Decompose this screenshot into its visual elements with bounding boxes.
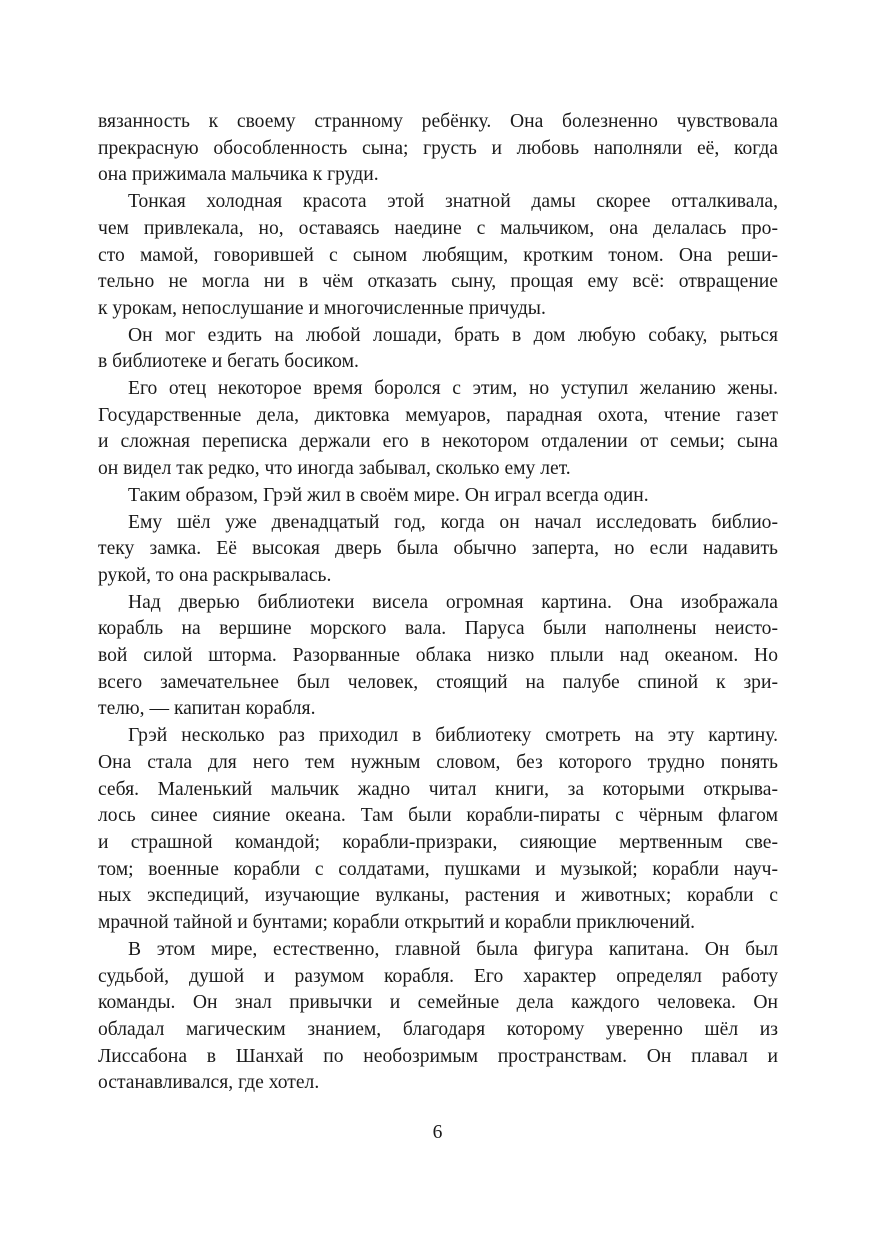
text-line: В этом мире, естественно, главной была фигура капитана. Он был bbox=[128, 938, 778, 960]
text-line: Тонкая холодная красота этой знатной дамы скорее отталкивала, bbox=[128, 191, 778, 213]
text-line: вязанность к своему странному ребёнку. Она болезненно чувствовала bbox=[98, 111, 778, 132]
text-line: Она стала для него тем нужным словом, без которого трудно понять bbox=[98, 751, 778, 773]
text-line: теку замка. Её высокая дверь была обычно заперта, но если надавить bbox=[98, 538, 778, 560]
text-line: Его отец некоторое время боролся с этим, но уступил желанию жены. bbox=[128, 378, 778, 400]
text-line: телю, — капитан корабля. bbox=[98, 698, 316, 720]
paragraph bbox=[98, 189, 778, 323]
page-number: 6 bbox=[432, 1122, 443, 1143]
paragraph bbox=[98, 376, 778, 483]
text-line: Ему шёл уже двенадцатый год, когда он начал исследовать библио- bbox=[128, 511, 778, 533]
text-line: судьбой, душой и разумом корабля. Его характер определял работу bbox=[98, 965, 778, 987]
text-line: Над дверью библиотеки висела огромная картина. Она изображала bbox=[128, 591, 778, 613]
paragraph bbox=[98, 483, 778, 510]
text-line: Он мог ездить на любой лошади, брать в дом любую собаку, рыться bbox=[128, 324, 778, 346]
text-line: и сложная переписка держали его в некотором отдалении от семьи; сына bbox=[98, 431, 778, 453]
text-line: к урокам, непослушание и многочисленные причуды. bbox=[98, 297, 546, 319]
text-line: вой силой шторма. Разорванные облака низко плыли над океаном. Но bbox=[98, 645, 778, 667]
paragraph bbox=[98, 723, 778, 937]
text-line: и страшной командой; корабли-призраки, сияющие мертвенным све- bbox=[98, 831, 778, 853]
text-line: лось синее сияние океана. Там были корабли-пираты с чёрным флагом bbox=[98, 805, 778, 827]
text-line: Грэй несколько раз приходил в библиотеку смотреть на эту картину. bbox=[128, 725, 778, 747]
text-line: обладал магическим знанием, благодаря которому уверенно шёл из bbox=[98, 1018, 778, 1040]
text-line: сто мамой, говорившей с сыном любящим, кротким тоном. Она реши- bbox=[98, 244, 778, 266]
text-line: в библиотеке и бегать босиком. bbox=[98, 351, 359, 373]
paragraph bbox=[98, 510, 778, 590]
text-line: прекрасную обособленность сына; грусть и любовь наполняли её, когда bbox=[98, 137, 778, 159]
text-line: корабль на вершине морского вала. Паруса были наполнены неисто- bbox=[98, 618, 778, 640]
text-line: ных экспедиций, изучающие вулканы, растения и животных; корабли с bbox=[98, 885, 778, 907]
text-line: Государственные дела, диктовка мемуаров, парадная охота, чтение газет bbox=[98, 404, 778, 426]
text-line: себя. Маленький мальчик жадно читал книги, за которыми открыва- bbox=[98, 778, 778, 800]
text-line: Лиссабона в Шанхай по необозримым пространствам. Он плавал и bbox=[98, 1045, 778, 1067]
text-line: чем привлекала, но, оставаясь наедине с мальчиком, она делалась про- bbox=[98, 217, 778, 239]
text-line: команды. Он знал привычки и семейные дела каждого человека. Он bbox=[98, 992, 778, 1014]
paragraph bbox=[98, 323, 778, 376]
text-line: том; военные корабли с солдатами, пушками и музыкой; корабли науч- bbox=[98, 858, 778, 880]
text-line: мрачной тайной и бунтами; корабли открытий и корабли приключений. bbox=[98, 912, 696, 934]
page-body bbox=[98, 109, 778, 1097]
text-line: он видел так редко, что иногда забывал, сколько ему лет. bbox=[98, 458, 571, 480]
paragraph bbox=[98, 937, 778, 1097]
text-line: всего замечательнее был человек, стоящий на палубе спиной к зри- bbox=[98, 671, 778, 693]
paragraph bbox=[98, 590, 778, 724]
text-line: рукой, то она раскрывалась. bbox=[98, 564, 332, 586]
text-line: останавливался, где хотел. bbox=[98, 1072, 320, 1094]
paragraph bbox=[98, 109, 778, 189]
text-line: тельно не могла ни в чём отказать сыну, прощая ему всё: отвращение bbox=[98, 271, 778, 293]
text-line: Таким образом, Грэй жил в своём мире. Он играл всегда один. bbox=[128, 484, 649, 506]
text-line: она прижимала мальчика к груди. bbox=[98, 164, 379, 186]
